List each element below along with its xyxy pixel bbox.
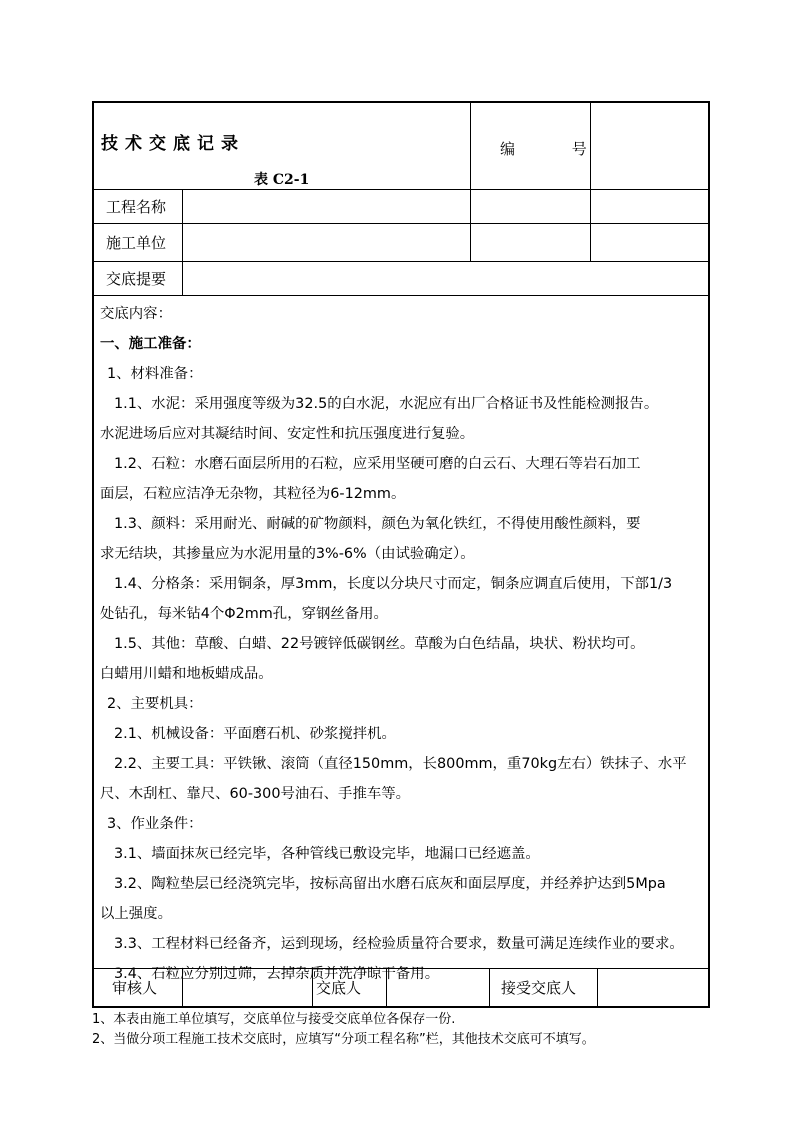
row-divider (94, 189, 708, 190)
content-line: 3.4、石粒应分别过筛，去掉杂质并洗净晾干备用。 (114, 966, 440, 982)
note-line: 2、当做分项工程施工技术交底时，应填写“分项工程名称”栏，其他技术交底可不填写。 (92, 1032, 595, 1047)
construction-unit-label: 施工单位 (106, 234, 167, 252)
content-line: 以上强度。 (100, 906, 172, 922)
project-name-label: 工程名称 (106, 198, 167, 216)
note-line: 1、本表由施工单位填写，交底单位与接受交底单位各保存一份. (92, 1012, 456, 1027)
content-line: 处钻孔，每米钻4个Φ2mm孔，穿钢丝备用。 (100, 606, 388, 622)
receiver-label: 接受交底人 (501, 979, 577, 997)
column-divider (470, 103, 471, 261)
row-divider (94, 295, 708, 296)
form-number: 表 C2-1 (254, 172, 310, 188)
summary-label: 交底提要 (106, 270, 167, 288)
column-divider (590, 103, 591, 261)
content-line: 一、施工准备： (100, 336, 201, 352)
content-line: 尺、木刮杠、靠尺、60-300号油石、手推车等。 (100, 786, 411, 802)
number-label: 编 号 (500, 140, 613, 158)
content-line: 求无结块，其掺量应为水泥用量的3%-6%（由试验确定）。 (100, 546, 475, 562)
content-line: 1.4、分格条：采用铜条，厚3mm，长度以分块尺寸而定，铜条应调直后使用，下部1/3 (114, 576, 673, 592)
content-line: 1.2、石粒：水磨石面层所用的石粒，应采用坚硬可磨的白云石、大理石等岩石加工 (114, 456, 641, 472)
form-notes (92, 1010, 595, 1050)
content-line: 2.1、机械设备：平面磨石机、砂浆搅拌机。 (114, 726, 396, 742)
content-line: 2.2、主要工具：平铁锹、滚筒（直径150mm，长800mm，重70kg左右）铁抹子、水平 (114, 756, 687, 772)
content-line: 面层，石粒应洁净无杂物，其粒径为6-12mm。 (100, 486, 406, 502)
content-line: 3.1、墙面抹灰已经完毕，各种管线已敷设完毕，地漏口已经遮盖。 (114, 846, 540, 862)
content-line: 3、作业条件： (107, 816, 203, 832)
disclosure-form (92, 101, 710, 1008)
content-line: 3.2、陶粒垫层已经浇筑完毕，按标高留出水磨石底灰和面层厚度，并经养护达到5Mpa (114, 876, 666, 892)
form-title: 技术交底记录 (101, 134, 245, 154)
discloser-label: 交底人 (316, 979, 362, 997)
content-line: 2、主要机具： (107, 696, 203, 712)
reviewer-label: 审核人 (112, 979, 158, 997)
content-line: 白蜡用川蜡和地板蜡成品。 (100, 666, 273, 682)
content-line: 3.3、工程材料已经备齐，运到现场，经检验质量符合要求，数量可满足连续作业的要求。 (114, 936, 684, 952)
content-line: 1.3、颜料：采用耐光、耐碱的矿物颜料，颜色为氧化铁红，不得使用酸性颜料，要 (114, 516, 641, 532)
row-divider (94, 223, 708, 224)
content-line: 1.1、水泥：采用强度等级为32.5的白水泥，水泥应有出厂合格证书及性能检测报告。 (114, 396, 659, 412)
row-divider (94, 261, 708, 262)
content-line: 交底内容： (100, 306, 172, 322)
column-divider (182, 189, 183, 295)
content-line: 1、材料准备： (107, 366, 203, 382)
disclosure-content (100, 299, 708, 989)
content-line: 1.5、其他：草酸、白蜡、22号镀锌低碳钢丝。草酸为白色结晶，块状、粉状均可。 (114, 636, 645, 652)
content-line: 水泥进场后应对其凝结时间、安定性和抗压强度进行复验。 (100, 426, 475, 442)
